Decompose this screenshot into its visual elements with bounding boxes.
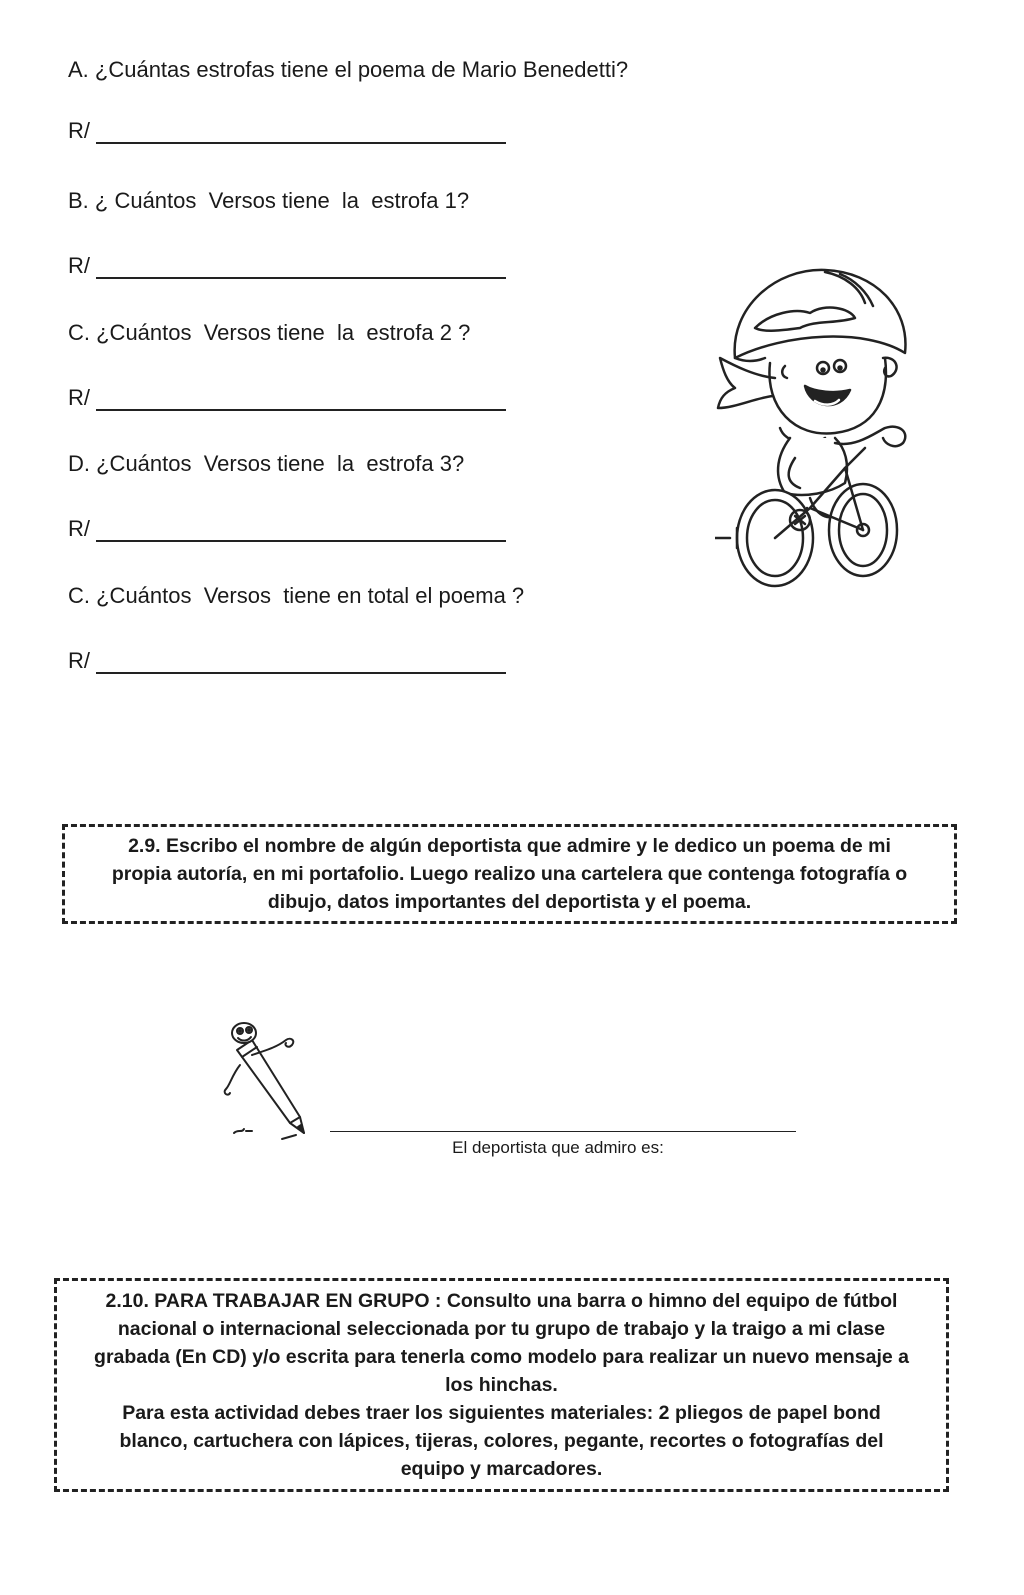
activity-2-10-box: [54, 1278, 949, 1492]
question-e: C. ¿Cuántos Versos tiene en total el poema ?: [68, 583, 525, 608]
answer-a: [68, 118, 506, 144]
answer-prefix: R/: [68, 253, 90, 278]
answer-line-c[interactable]: [96, 387, 506, 411]
answer-line-d[interactable]: [96, 518, 506, 542]
answer-b: [68, 253, 506, 279]
question-a: A. ¿Cuántas estrofas tiene el poema de Mario Benedetti?: [68, 57, 629, 82]
answer-c: [68, 385, 506, 411]
answer-prefix: R/: [68, 648, 90, 673]
question-d: D. ¿Cuántos Versos tiene la estrofa 3?: [68, 451, 465, 476]
activity-2-9-line: dibujo, datos importantes del deportista y el poema.: [267, 891, 752, 913]
answer-prefix: R/: [68, 118, 90, 143]
deportista-label: El deportista que admiro es:: [452, 1138, 664, 1157]
activity-2-10-line: 2.10. PARA TRABAJAR EN GRUPO : Consulto una barra o himno del equipo de fútbol: [105, 1290, 898, 1312]
answer-line-a[interactable]: [96, 120, 506, 144]
activity-2-9-line: 2.9. Escribo el nombre de algún deportista que admire y le dedico un poema de mi: [128, 835, 891, 857]
question-b: B. ¿ Cuántos Versos tiene la estrofa 1?: [68, 188, 470, 213]
answer-d: [68, 516, 506, 542]
activity-2-10-line: los hinchas.: [445, 1374, 558, 1396]
answer-prefix: R/: [68, 516, 90, 541]
activity-2-10-line: blanco, cartuchera con lápices, tijeras, colores, pegante, recortes o fotografías del: [119, 1430, 884, 1452]
answer-e: [68, 648, 506, 674]
answer-line-b[interactable]: [96, 255, 506, 279]
cyclist-child-illustration: [715, 258, 920, 598]
pencil-character-illustration: [222, 1015, 322, 1145]
answer-prefix: R/: [68, 385, 90, 410]
answer-line-e[interactable]: [96, 650, 506, 674]
activity-2-9-box: [62, 824, 957, 924]
activity-2-10-line: nacional o internacional seleccionada por tu grupo de trabajo y la traigo a mi clase: [117, 1318, 886, 1340]
question-c: C. ¿Cuántos Versos tiene la estrofa 2 ?: [68, 320, 471, 345]
activity-2-9-line: propia autoría, en mi portafolio. Luego realizo una cartelera que contenga fotografía o: [111, 863, 908, 885]
activity-2-10-line: Para esta actividad debes traer los siguientes materiales: 2 pliegos de papel bond: [122, 1402, 881, 1424]
activity-2-10-line: grabada (En CD) y/o escrita para tenerla como modelo para realizar un nuevo mensaje a: [94, 1346, 909, 1368]
activity-2-10-line: equipo y marcadores.: [400, 1458, 603, 1480]
deportista-answer-line[interactable]: [330, 1131, 796, 1132]
